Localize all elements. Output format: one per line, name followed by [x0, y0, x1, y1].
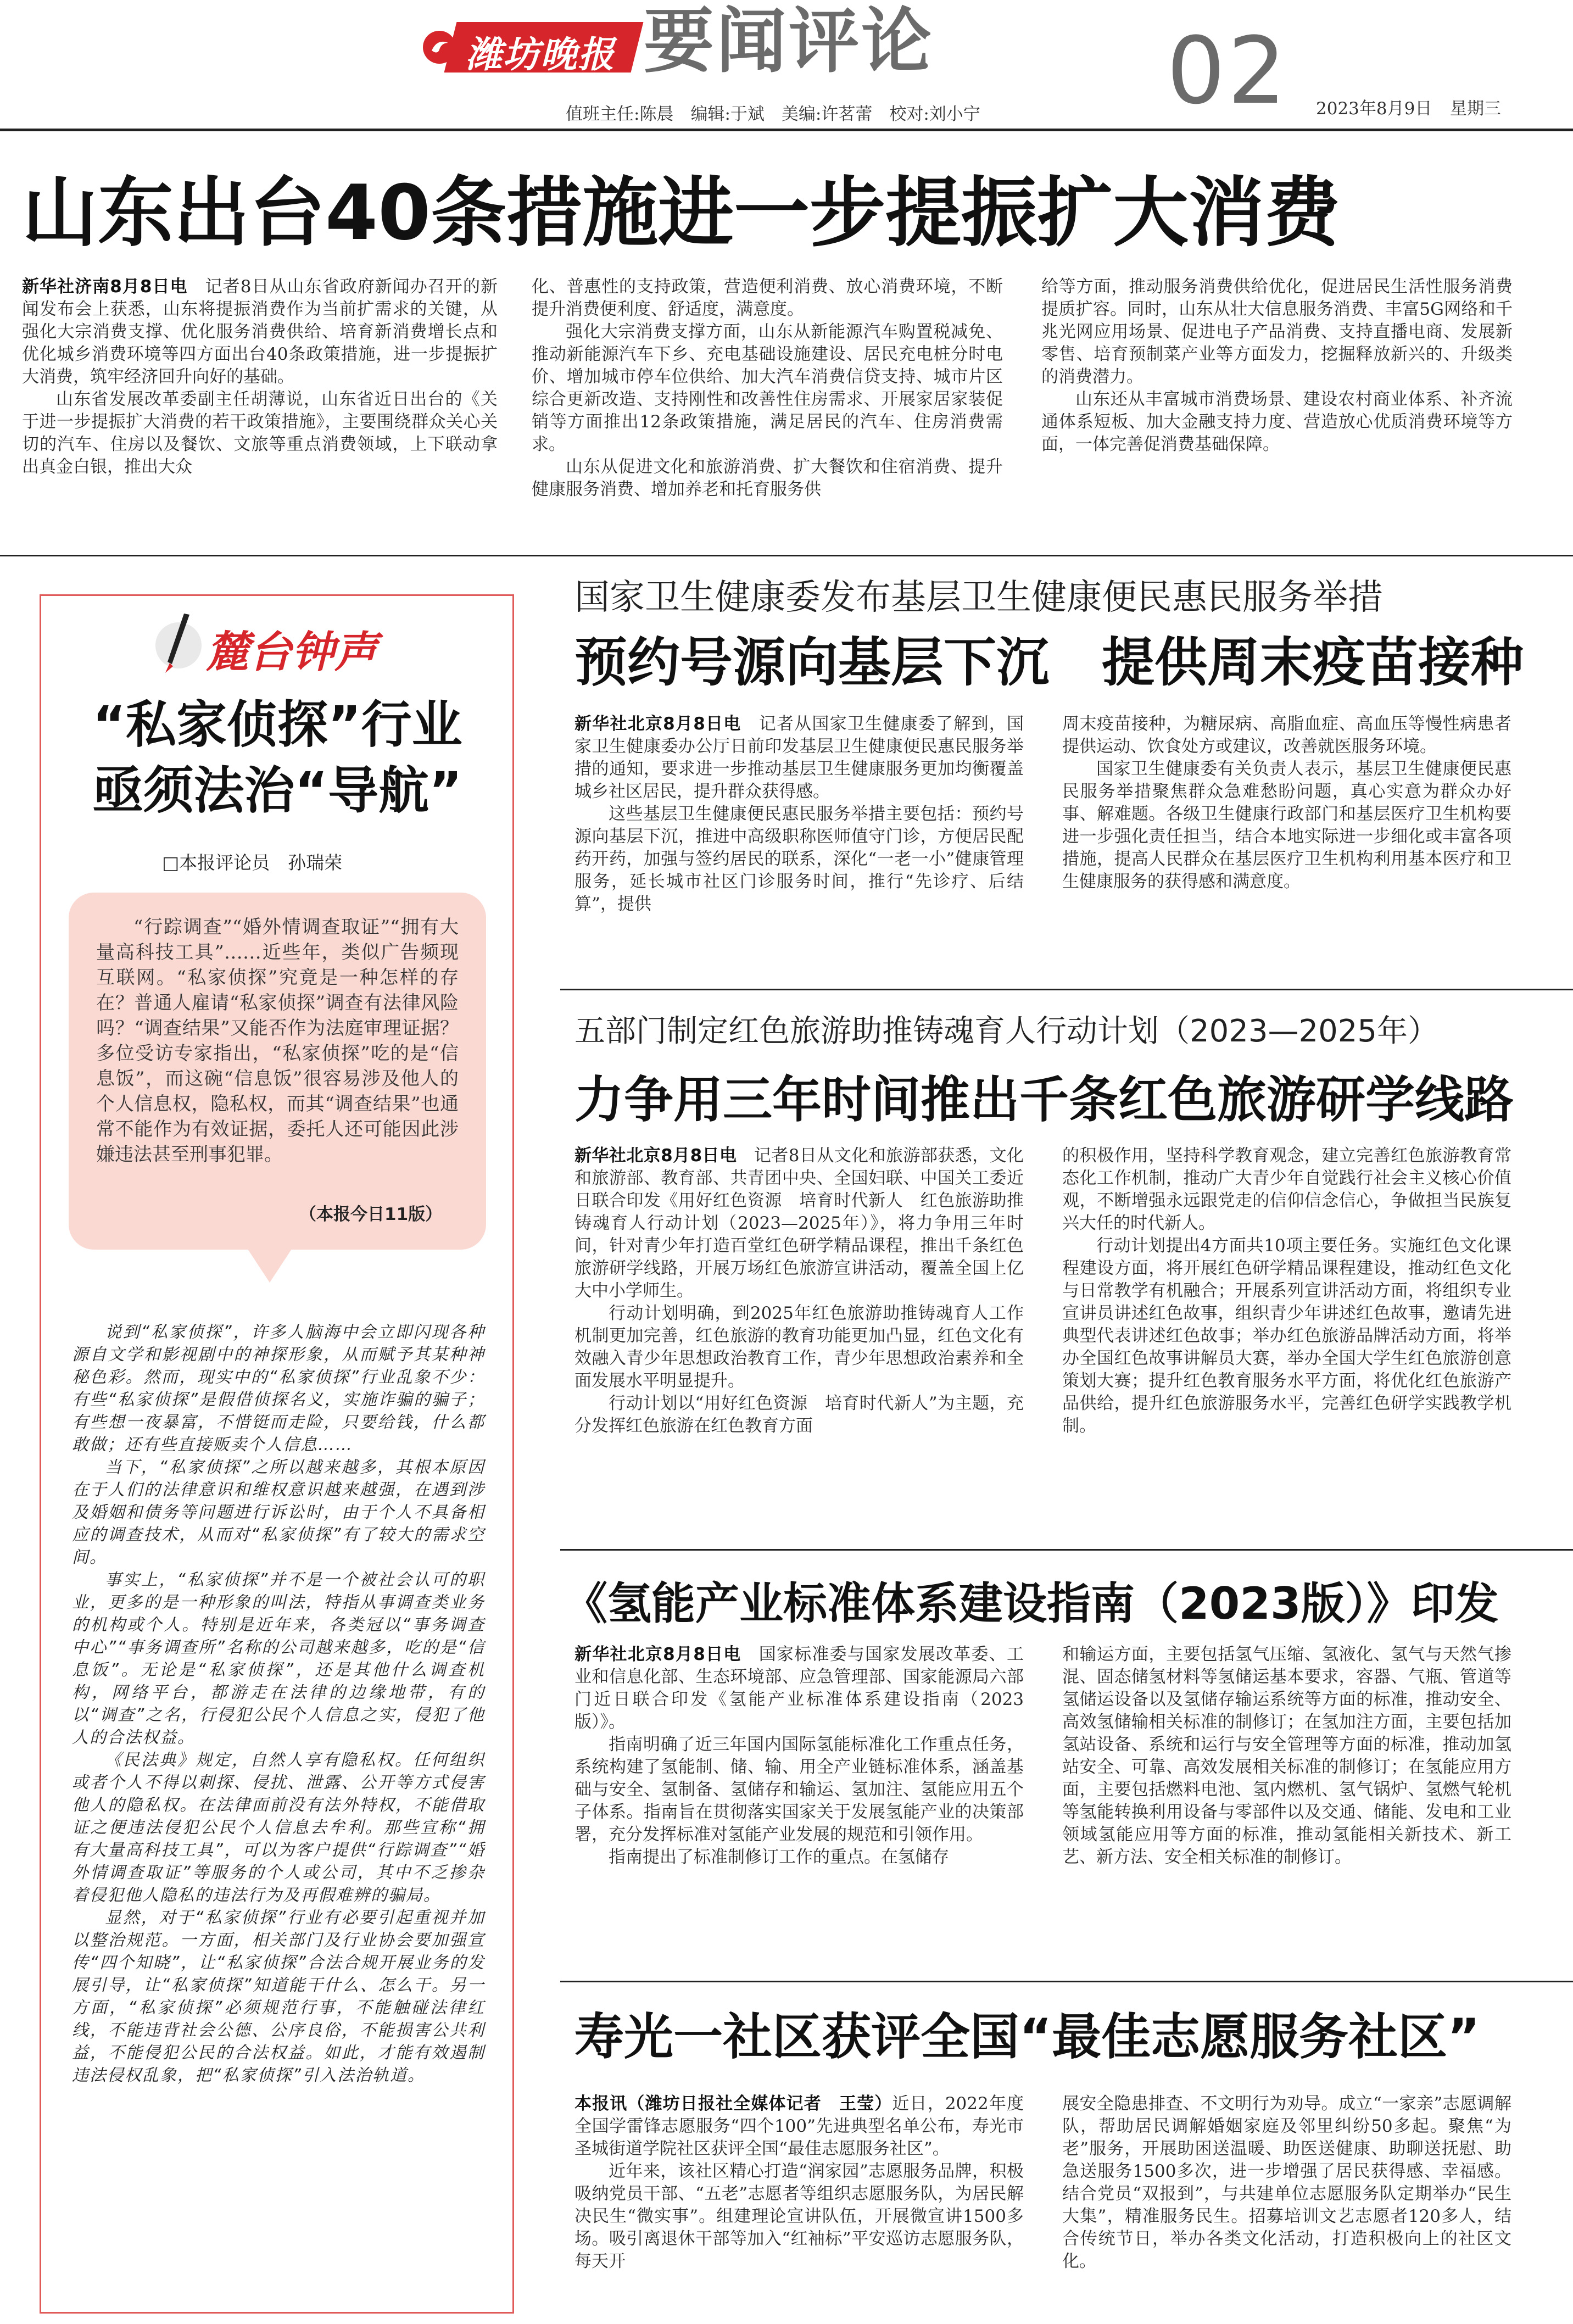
masthead-rule — [0, 129, 1573, 131]
summary-bubble-tail — [244, 1244, 295, 1283]
lead-col-1: 新华社济南8月8日电 记者8日从山东省政府新闻办召开的新闻发布会上获悉，山东将提振消费作为当前扩需求的关键，从强化大宗消费支撑、优化服务消费供给、培育新消费增长点和优化城乡消费环境等四方面出台40条政策措施，进一步提振扩大消费，筑牢经济回升向好的基础。 山东省发展改革委副主任胡薄说，山东省近日出台的《关于进一步提振扩大消费的若干政策措施》，主要围绕群众关心关切的汽车、住房以及餐饮、文旅等重点消费领域，上下联动拿出真金白银，推出大众 — [22, 277, 498, 477]
masthead — [0, 0, 1573, 137]
article3-bottom-rule — [560, 1549, 1573, 1551]
section-title: 要闻评论 — [644, 1, 934, 82]
article2-kicker: 国家卫生健康委发布基层卫生健康便民惠民服务举措 — [574, 577, 1383, 618]
commentary-body: 说到“私家侦探”，许多人脑海中会立即闪现各种源自文学和影视剧中的神探形象，从而赋予其某种神秘色彩。然而，现实中的“私家侦探”行业乱象不少：有些“私家侦探”是假借侦探名义，实施诈骗的骗子；有些想一夜暴富，不惜铤而走险，只要给钱，什么都敢做；还有些直接贩卖个人信息…… 当下，“私家侦探”之所以越来越多，其根本原因在于人们的法律意识和维权意识越来越强，在遇到涉及婚姻和债务等问题进行诉讼时，由于个人不具备相应的调查技术，从而对“私家侦探”有了较大的需求空间。 事实上，“私家侦探”并不是一个被社会认可的职业，更多的是一种形象的叫法，特指从事调查类业务的机构或个人。特别是近年来，各类冠以“事务调查中心”“事务调查所”名称的公司越来越多，吃的是“信息饭”。无论是“私家侦探”，还是其他什么调查机构，网络平台，都游走在法律的边缘地带，有的以“调查”之名，行侵犯公民个人信息之实，侵犯了他人的合法权益。 《民法典》规定，自然人享有隐私权。任何组织或者个人不得以刺探、侵扰、泄露、公开等方式侵害他人的隐私权。在法律面前没有法外特权，不能借取证之便违法侵犯公民个人信息去牟利。那些宣称“拥有大量高科技工具”，可以为客户提供“行踪调查”“婚外情调查取证”等服务的个人或公司，其中不乏掺杂着侵犯他人隐私的违法行为及再假难辨的骗局。 显然，对于“私家侦探”行业有必要引起重视并加以整治规范。一方面，相关部门及行业协会要加强宣传“四个知晓”，让“私家侦探”合法合规开展业务的发展引导，让“私家侦探”知道能干什么、怎么干。另一方面，“私家侦探”必须规范行事，不能触碰法律红线，不能违背社会公德、公序良俗，不能损害公共利益，不能侵犯公民的合法权益。如此，才能有效遏制违法侵权乱象，把“私家侦探”引入法治轨道。 — [72, 1323, 485, 2085]
pen-icon — [151, 609, 206, 675]
brush-icon — [151, 609, 206, 675]
issue-date: 2023年8月9日 — [1316, 99, 1432, 119]
commentary-title-line2: 亟须法治“导航” — [92, 761, 462, 820]
dateline: 新华社济南8月8日电 — [22, 277, 188, 297]
lead-col-3: 给等方面，推动服务消费供给优化，促进居民生活性服务消费提质扩容。同时，山东从壮大信息服务消费、丰富5G网络和千兆光网应用场景、促进电子产品消费、支持直播电商、发展新零售、培育预制菜产业等方面发力，挖掘释放新兴的、升级类的消费潜力。 山东还从丰富城市消费场景、建设农村商业体系、补齐流通体系短板、加大金融支持力度、营造放心优质消费环境等方面，一体完善促消费基础保障。 — [1041, 277, 1513, 454]
lead-col-2: 化、普惠性的支持政策，营造便利消费、放心消费环境，不断提升消费便利度、舒适度，满意度。 强化大宗消费支撑方面，山东从新能源汽车购置税减免、推动新能源汽车下乡、充电基础设施建设、居民充电桩分时电价、增加城市停车位供给、加大汽车消费信贷支持、城市片区综合更新改造、支持刚性和改善性住房需求、开展家居家装促销等方面推出12条政策措施，满足居民的汽车、住房消费需求。 山东从促进文化和旅游消费、扩大餐饮和住宿消费、提升健康服务消费、增加养老和托育服务供 — [532, 277, 1003, 499]
lead-headline: 山东出台40条措施进一步提振扩大消费 — [22, 169, 1341, 257]
lead-bottom-rule — [0, 555, 1573, 556]
paper-name: 潍坊晚报 — [466, 34, 615, 76]
column-name: 麓台钟声 — [206, 628, 378, 677]
article4-col-2: 和输运方面，主要包括氢气压缩、氢液化、氢气与天然气掺混、固态储氢材料等氢储运基本要求，容器、气瓶、管道等氢储运设备以及氢储存输运系统等方面的标准，推动安全、高效氢储输相关标准的制修订；在氢加注方面，主要包括加氢站设备、系统和运行与安全管理等方面的标准，推动加氢站安全、可靠、高效发展相关标准的制修订；在氢能应用方面，主要包括燃料电池、氢内燃机、氢气锅炉、氢燃气轮机等氢能转换利用设备与零部件以及交通、储能、发电和工业领域氢能应用等方面的标准，推动氢能相关新技术、新工艺、新方法、安全相关标准的制修订。 — [1062, 1645, 1511, 1867]
article4-col-1: 新华社北京8月8日电 国家标准委与国家发展改革委、工业和信息化部、生态环境部、应急管理部、国家能源局六部门近日联合印发《氢能产业标准体系建设指南（2023版）》。 指南明确了近三年国内国际氢能标准化工作重点任务，系统构建了氢能制、储、输、用全产业链标准体系，涵盖基础与安全、氢制备、氢储存和输运、氢加注、氢能应用五个子体系。指南旨在贯彻落实国家关于发展氢能产业的决策部署，充分发挥标准对氢能产业发展的规范和引领作用。 指南提出了标准制修订工作的重点。在氢储存 — [574, 1645, 1024, 1867]
commentary-box — [40, 594, 514, 2314]
article4-bottom-rule — [560, 1981, 1573, 1982]
article2-col-2: 周末疫苗接种，为糖尿病、高脂血症、高血压等慢性病患者提供运动、饮食处方或建议，改善就医服务环境。 国家卫生健康委有关负责人表示，基层卫生健康便民惠民服务举措聚焦群众急难愁盼问题，真心实意为群众办好事、解难题。各级卫生健康行政部门和基层医疗卫生机构要进一步强化责任担当，结合本地实际进一步细化或丰富各项措施，提高人民群众在基层医疗卫生机构利用基本医疗和卫生健康服务的获得感和满意度。 — [1062, 714, 1511, 891]
commentary-title-line1: “私家侦探”行业 — [92, 695, 462, 754]
article3-col-1: 新华社北京8月8日电 记者8日从文化和旅游部获悉，文化和旅游部、教育部、共青团中央、全国妇联、中国关工委近日联合印发《用好红色资源 培育时代新人 红色旅游助推铸魂育人行动计划（2023—2025年）》，将力争用三年时间，针对青少年打造百堂红色研学精品课程，推出千条红色旅游研学线路，开展万场红色旅游宣讲活动，覆盖全国上亿大中小学师生。 行动计划明确，到2025年红色旅游助推铸魂育人工作机制更加完善，红色旅游的教育功能更加凸显，红色文化有效融入青少年思想政治教育工作，青少年思想政治素养和全面发展水平明显提升。 行动计划以“用好红色资源 培育时代新人”为主题，充分发挥红色旅游在红色教育方面 — [574, 1146, 1024, 1436]
article2-col-1: 新华社北京8月8日电 记者从国家卫生健康委了解到，国家卫生健康委办公厅日前印发基层卫生健康便民惠民服务举措的通知，要求进一步推动基层卫生健康服务更加均衡覆盖城乡社区居民，提升群众获得感。 这些基层卫生健康便民惠民服务举措主要包括：预约号源向基层下沉，推进中高级职称医师值守门诊，方便居民配药开药，加强与签约居民的联系，深化“一老一小”健康管理服务，延长城市社区门诊服务时间，推行“先诊疗、后结算”，提供 — [574, 714, 1024, 914]
summary-source: （本报今日11版） — [299, 1205, 443, 1224]
article5-headline: 寿光一社区获评全国“最佳志愿服务社区” — [574, 2008, 1480, 2066]
staff-line: 值班主任:陈晨 编辑:于斌 美编:许茗蕾 校对:刘小宁 — [566, 104, 980, 124]
article5-col-2: 展安全隐患排查、不文明行为劝导。成立“一家亲”志愿调解队，帮助居民调解婚姻家庭及邻里纠纷50多起。聚焦“为老”服务，开展助困送温暖、助医送健康、助聊送抚慰、助急送服务1500多次，进一步增强了居民获得感、幸福感。结合党员“双报到”，与共建单位志愿服务队定期举办“民生大集”，精准服务民生。招募培训文艺志愿者120多人，结合传统节日，举办各类文化活动，打造积极向上的社区文化。 — [1062, 2094, 1511, 2271]
article4-headline: 《氢能产业标准体系建设指南（2023版）》印发 — [564, 1578, 1499, 1629]
article2-bottom-rule — [560, 989, 1573, 990]
article2-headline: 预约号源向基层下沉 提供周末疫苗接种 — [574, 632, 1524, 693]
issue-weekday: 星期三 — [1450, 99, 1501, 119]
summary-text: “行踪调查”“婚外情调查取证”“拥有大量高科技工具”……近些年，类似广告频现互联网。“私家侦探”究竟是一种怎样的存在？普通人雇请“私家侦探”调查有法律风险吗？“调查结果”又能否作为法庭审理证据？多位受访专家指出，“私家侦探”吃的是“信息饭”，而这碗“信息饭”很容易涉及他人的个人信息权，隐私权，而其“调查结果”也通常不能作为有效证据，委托人还可能因此涉嫌违法甚至刑事犯罪。 — [96, 916, 459, 1166]
page-number: 02 — [1167, 17, 1288, 125]
article3-kicker: 五部门制定红色旅游助推铸魂育人行动计划（2023—2025年） — [574, 1013, 1439, 1049]
commentary-byline: □本报评论员 孙瑞荣 — [162, 852, 343, 873]
article3-headline: 力争用三年时间推出千条红色旅游研学线路 — [574, 1071, 1514, 1129]
article5-col-1: 本报讯（潍坊日报社全媒体记者 王莹）近日，2022年度全国学雷锋志愿服务“四个100”先进典型名单公布，寿光市圣城街道学院社区获评全国“最佳志愿服务社区”。 近年来，该社区精心打造“润家园”志愿服务品牌，积极吸纳党员干部、“五老”志愿者等组织志愿服务队，为居民解决民生“微实事”。组建理论宣讲队伍，开展微宣讲1500多场。吸引离退休干部等加入“红袖标”平安巡访志愿服务队，每天开 — [574, 2094, 1024, 2271]
article3-col-2: 的积极作用，坚持科学教育观念，建立完善红色旅游教育常态化工作机制，推动广大青少年自觉践行社会主义核心价值观，不断增强永远跟党走的信仰信念信心，争做担当民族复兴大任的时代新人。 行动计划提出4方面共10项主要任务。实施红色文化课程建设方面，将开展红色研学精品课程建设，推动红色文化与日常教学有机融合；开展系列宣讲活动方面，将组织专业宣讲员讲述红色故事，组织青少年讲述红色故事，邀请先进典型代表讲述红色故事；举办红色旅游品牌活动方面，将举办全国红色故事讲解员大赛，举办全国大学生红色旅游创意策划大赛；提升红色教育服务水平方面，将优化红色旅游产品供给，提升红色旅游服务水平，完善红色研学实践教学机制。 — [1062, 1146, 1511, 1436]
